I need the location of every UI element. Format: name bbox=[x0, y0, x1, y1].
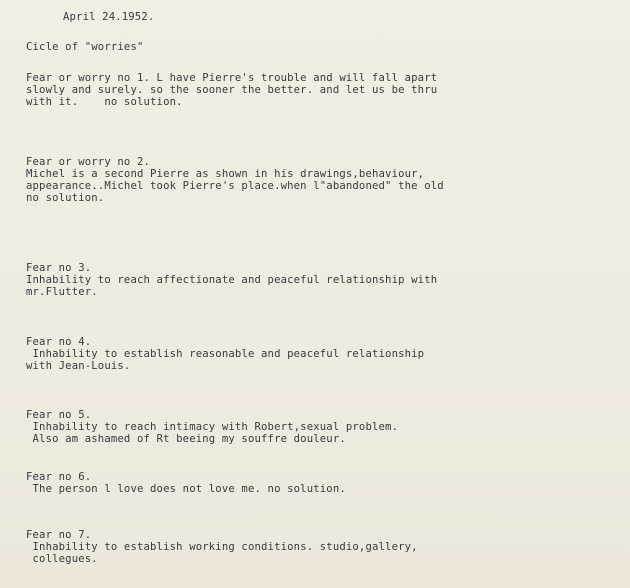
entry-line: Fear or worry no 2. bbox=[26, 156, 151, 168]
entry-line: with Jean-Louis. bbox=[26, 360, 131, 372]
entry-line: with it. no solution. bbox=[26, 96, 183, 108]
entry-line: Inhability to establish reasonable and peaceful relationship bbox=[26, 348, 425, 360]
entry-line: no solution. bbox=[26, 192, 105, 204]
entry-line: Fear or worry no 1. L have Pierre's trouble and will fall apart bbox=[26, 72, 438, 84]
entry-line: The person l love does not love me. no solution. bbox=[26, 483, 346, 495]
entry-line: mr.Flutter. bbox=[26, 286, 98, 298]
entry-line: Inhability to reach intimacy with Robert,sexual problem. bbox=[26, 421, 399, 433]
entry-line: Also am ashamed of Rt beeing my souffre douleur. bbox=[26, 433, 346, 445]
entry-line: Inhability to reach affectionate and peaceful relationship with bbox=[26, 274, 438, 286]
entry-line: collegues. bbox=[26, 553, 98, 565]
entry-line: Fear no 7. bbox=[26, 529, 92, 541]
entry-line: Michel is a second Pierre as shown in his drawings,behaviour, bbox=[26, 168, 425, 180]
entry-line: slowly and surely. so the sooner the better. and let us be thru bbox=[26, 84, 438, 96]
entry-line: appearance..Michel took Pierre's place.when l"abandoned" the old bbox=[26, 180, 444, 192]
entry-line: Fear no 6. bbox=[26, 471, 92, 483]
letter-heading: Cicle of "worries" bbox=[26, 41, 144, 53]
entry-line: Fear no 3. bbox=[26, 262, 92, 274]
letter-date: April 24.1952. bbox=[63, 11, 155, 23]
entry-line: Inhability to establish working conditions. studio,gallery, bbox=[26, 541, 418, 553]
entry-line: Fear no 4. bbox=[26, 336, 92, 348]
entry-line: Fear no 5. bbox=[26, 409, 92, 421]
